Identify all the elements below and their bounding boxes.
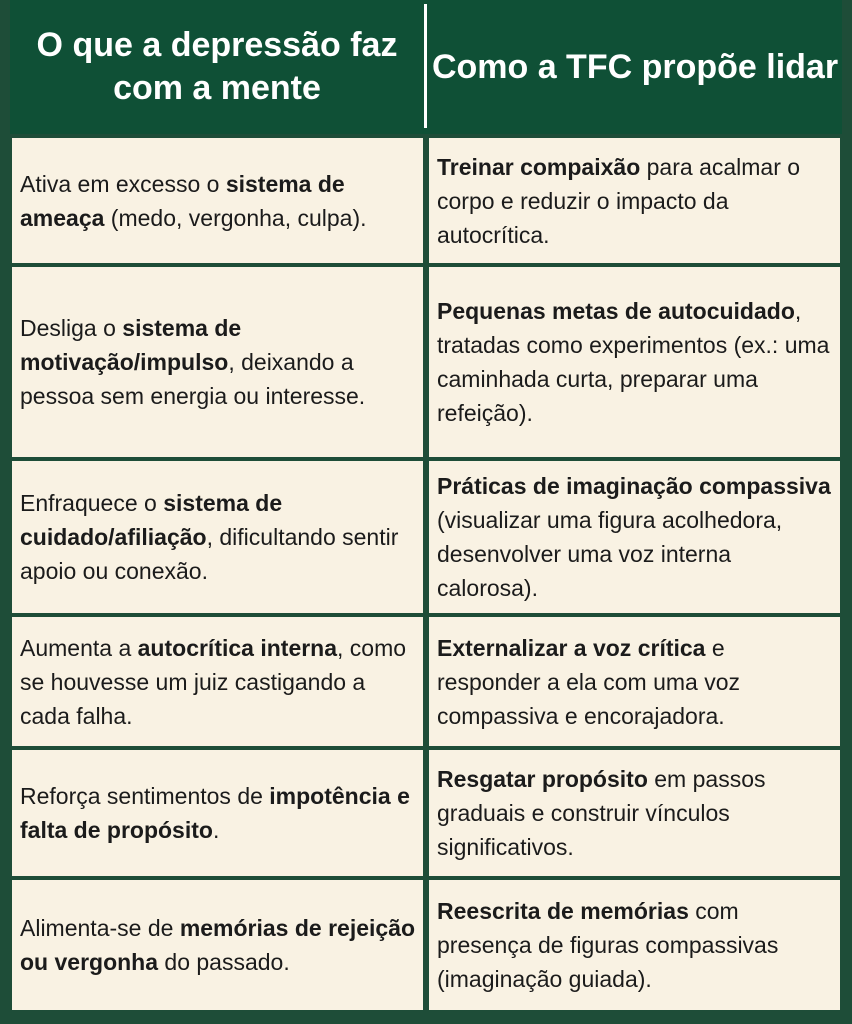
table-cell-approach — [429, 880, 840, 1010]
text-run: , deixando a pessoa sem energia ou interesse. — [20, 349, 366, 409]
cell-text — [437, 469, 834, 605]
text-run: do passado. — [158, 949, 290, 975]
table-cell-problem — [12, 267, 423, 457]
bold-text: Externalizar a voz crítica — [437, 634, 706, 661]
text-run: (visualizar uma figura acolhedora, desenvolver uma voz interna calorosa). — [437, 507, 783, 601]
header-left: O que a depressão faz com a mente — [36, 26, 398, 107]
text-run: , como se houvesse um juiz castigando a cada falha. — [20, 634, 407, 729]
header-right: Como a TFC propõe lidar — [431, 47, 839, 86]
cell-text — [20, 779, 417, 847]
text-run: Desliga o — [20, 315, 123, 341]
cell-text — [20, 311, 417, 413]
text-run: Enfraquece o — [20, 490, 164, 516]
text-run: (medo, vergonha, culpa). — [104, 204, 367, 231]
table-cell-approach — [429, 267, 840, 457]
text-run: e responder a ela com uma voz compassiva e encorajadora. — [437, 634, 740, 729]
bold-text: Pequenas metas de autocuidado — [437, 298, 795, 324]
cell-text — [20, 911, 417, 979]
bold-text: sistema de ameaça — [20, 170, 345, 231]
header-divider — [424, 4, 427, 128]
table-cell-problem — [12, 461, 423, 613]
cell-text — [437, 894, 834, 996]
table-cell-approach — [429, 138, 840, 263]
cell-text — [437, 631, 834, 733]
bold-text: Práticas de imaginação compassiva — [437, 473, 831, 499]
text-run: , dificultando sentir apoio ou conexão. — [20, 524, 399, 584]
text-run: . — [212, 817, 220, 843]
table-header — [10, 0, 842, 134]
text-run: com presença de figuras compassivas (imaginação guiada). — [437, 898, 779, 992]
text-run: , tratadas como experimentos (ex.: uma caminhada curta, preparar uma refeição). — [437, 298, 830, 426]
bold-text: Resgatar propósito — [437, 766, 648, 792]
table-cell-approach — [429, 461, 840, 613]
comparison-table — [10, 0, 842, 1014]
cell-text — [20, 486, 417, 588]
text-run: Aumenta a — [20, 634, 138, 661]
cell-text — [437, 294, 834, 430]
text-run: Ativa em excesso o — [20, 170, 226, 197]
cell-text — [20, 631, 417, 733]
text-run: Alimenta-se de — [20, 915, 180, 941]
bold-text: autocrítica interna — [137, 634, 338, 661]
table-cell-problem — [12, 138, 423, 263]
table-cell-problem — [12, 617, 423, 746]
table-cell-approach — [429, 617, 840, 746]
bold-text: sistema de motivação/impulso — [20, 315, 242, 375]
text-run: em passos graduais e construir vínculos significativos. — [437, 766, 766, 860]
cell-text — [437, 150, 834, 252]
bold-text: memórias de rejeição ou vergonha — [20, 915, 416, 975]
bold-text: Reescrita de memórias — [437, 898, 689, 924]
bold-text: Treinar compaixão — [437, 153, 641, 180]
table-cell-approach — [429, 750, 840, 876]
bold-text: impotência e falta de propósito — [20, 783, 410, 843]
cell-text — [437, 762, 834, 864]
text-run: para acalmar o corpo e reduzir o impacto da autocrítica. — [437, 153, 801, 248]
cell-text — [20, 167, 417, 235]
table-cell-problem — [12, 750, 423, 876]
table-cell-problem — [12, 880, 423, 1010]
text-run: Reforça sentimentos de — [20, 783, 270, 809]
bold-text: sistema de cuidado/afiliação — [20, 490, 283, 550]
